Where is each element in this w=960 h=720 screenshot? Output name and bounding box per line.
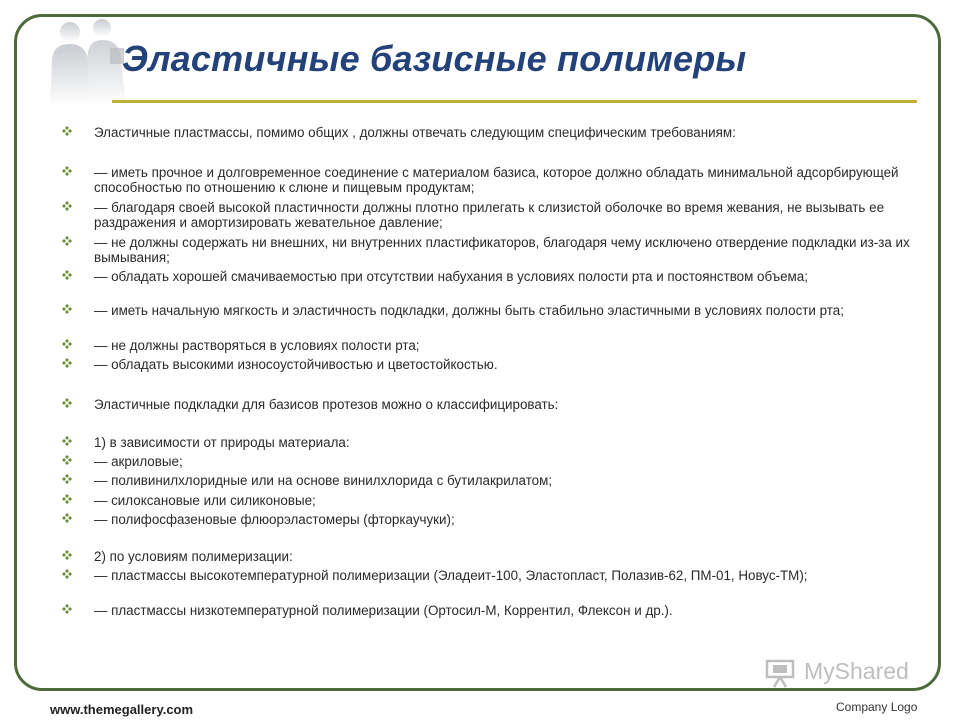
- list-item-text: 1) в зависимости от природы материала:: [94, 435, 350, 450]
- slide-title: Эластичные базисные полимеры: [122, 38, 747, 79]
- bullet-diamond-icon: [62, 604, 72, 614]
- list-item-text: — иметь прочное и долговременное соединение с материалом базиса, которое должно обладать минимальной адсорбирующей способностью по отношению к слюне и пищевым продуктам;: [94, 165, 899, 195]
- bullet-diamond-icon: [62, 436, 72, 446]
- list-item-text: Эластичные пластмассы, помимо общих , должны отвечать следующим специфическим требованиям:: [94, 125, 736, 140]
- list-item-text: — пластмассы низкотемпературной полимеризации (Ортосил-М, Коррентил, Флексон и др.).: [94, 603, 673, 618]
- bullet-diamond-icon: [62, 569, 72, 579]
- bullet-diamond-icon: [62, 126, 72, 136]
- list-item-text: — благодаря своей высокой пластичности должны плотно прилегать к слизистой оболочке во время жевания, не вызывать ее раздражения и амортизировать жевательное давление;: [94, 200, 885, 230]
- bullet-diamond-icon: [62, 494, 72, 504]
- bullet-diamond-icon: [62, 455, 72, 465]
- bullet-diamond-icon: [62, 398, 72, 408]
- bullet-diamond-icon: [62, 474, 72, 484]
- list-item-text: — не должны содержать ни внешних, ни внутренних пластификаторов, благодаря чему исключено отвердение подкладки из-за их вымывания;: [94, 235, 910, 265]
- list-item-text: — полифосфазеновые флюорэластомеры (фторкаучуки);: [94, 512, 455, 527]
- business-people-silhouette: [40, 18, 130, 106]
- bullet-diamond-icon: [62, 513, 72, 523]
- list-item-text: — силоксановые или силиконовые;: [94, 493, 316, 508]
- list-item-text: — обладать хорошей смачиваемостью при отсутствии набухания в условиях полости рта и постоянством объема;: [94, 269, 808, 284]
- list-item-text: — не должны растворяться в условиях полости рта;: [94, 338, 420, 353]
- myshared-watermark: [764, 656, 929, 690]
- footer-website-link[interactable]: www.themegallery.com: [50, 702, 194, 717]
- bullet-diamond-icon: [62, 166, 72, 176]
- list-item-text: Эластичные подкладки для базисов протезов можно о классифицировать:: [94, 397, 559, 412]
- watermark-text: MyShared: [804, 658, 909, 684]
- list-item-text: — обладать высокими износоустойчивостью и цветостойкостью.: [94, 357, 498, 372]
- list-item-text: 2) по условиям полимеризации:: [94, 549, 293, 564]
- bullet-diamond-icon: [62, 236, 72, 246]
- bullet-diamond-icon: [62, 358, 72, 368]
- list-item-text: — пластмассы высокотемпературной полимеризации (Эладеит-100, Эластопласт, Полазив-62, ПМ-01, Новус-ТМ);: [94, 568, 808, 583]
- list-item-text: — иметь начальную мягкость и эластичность подкладки, должны быть стабильно эластичными в условиях полости рта;: [94, 303, 844, 318]
- bullet-diamond-icon: [62, 201, 72, 211]
- bullet-diamond-icon: [62, 550, 72, 560]
- title-underline: [112, 100, 917, 103]
- bullet-diamond-icon: [62, 270, 72, 280]
- list-item-text: — поливинилхлоридные или на основе винилхлорида с бутилакрилатом;: [94, 473, 553, 488]
- list-item-text: — акриловые;: [94, 454, 183, 469]
- presentation-board-icon: [764, 658, 798, 688]
- bullet-diamond-icon: [62, 304, 72, 314]
- bullet-diamond-icon: [62, 339, 72, 349]
- footer-company-logo: Company Logo: [836, 700, 918, 714]
